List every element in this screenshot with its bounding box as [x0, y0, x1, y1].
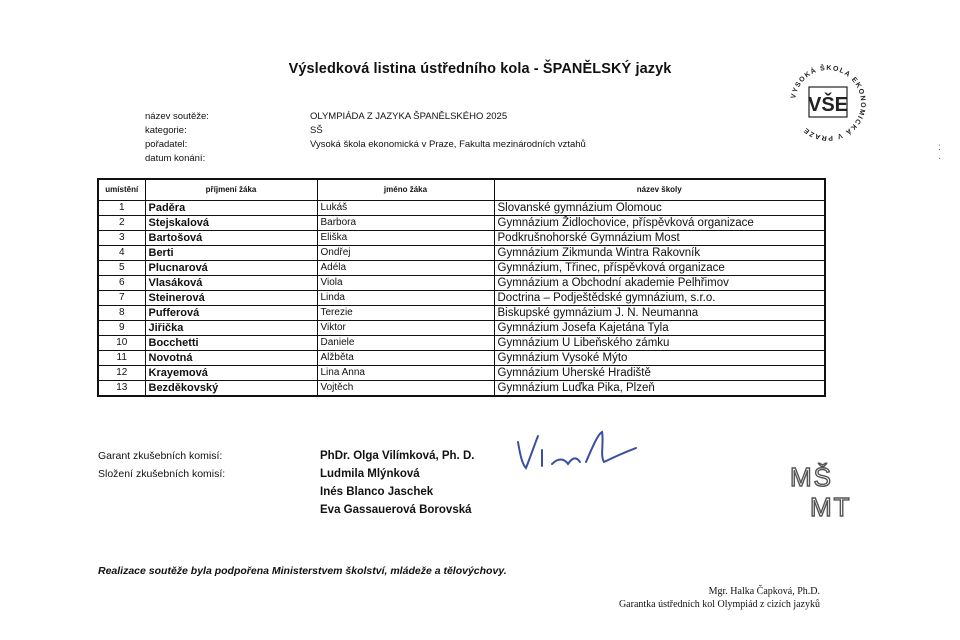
vse-seal-logo [785, 60, 871, 146]
svg-text:VŠE: VŠE [807, 94, 849, 116]
first-name-cell: Ondřej [317, 246, 494, 261]
table-row [98, 261, 825, 276]
committee-member: Inés Blanco Jaschek [320, 486, 434, 498]
surname-cell: Stejskalová [145, 216, 317, 231]
first-name-cell: Linda [317, 291, 494, 306]
first-name-cell: Lukáš [317, 201, 494, 216]
svg-text:VYSOKÁ ŠKOLA EKONOMICKÁ V PRAZ: VYSOKÁ ŠKOLA EKONOMICKÁ V PRAZE [790, 64, 867, 142]
school-cell: Gymnázium a Obchodní akademie Pelhřimov [494, 276, 825, 291]
guarantor-name: PhDr. Olga Vilímková, Ph. D. [320, 450, 475, 462]
surname-cell: Bocchetti [145, 336, 317, 351]
rank-cell: 11 [98, 351, 145, 366]
surname-cell: Krayemová [145, 366, 317, 381]
surname-cell: Novotná [145, 351, 317, 366]
table-row [98, 246, 825, 261]
table-row [98, 336, 825, 351]
school-cell: Gymnázium Židlochovice, příspěvková organizace [494, 216, 825, 231]
rank-cell: 12 [98, 366, 145, 381]
rank-cell: 7 [98, 291, 145, 306]
guarantor-label: Garant zkušebních komisí: [98, 450, 223, 462]
surname-cell: Berti [145, 246, 317, 261]
first-name-cell: Eliška [317, 231, 494, 246]
school-cell: Gymnázium Vysoké Mýto [494, 351, 825, 366]
composition-label: Složení zkušebních komisí: [98, 468, 226, 480]
school-cell: Gymnázium Luďka Pika, Plzeň [494, 381, 825, 397]
table-row [98, 321, 825, 336]
rank-cell: 1 [98, 201, 145, 216]
school-cell: Slovanské gymnázium Olomouc [494, 201, 825, 216]
surname-cell: Plucnarová [145, 261, 317, 276]
surname-cell: Paděra [145, 201, 317, 216]
rank-cell: 3 [98, 231, 145, 246]
surname-cell: Pufferová [145, 306, 317, 321]
rank-cell: 13 [98, 381, 145, 397]
school-cell: Gymnázium U Libeňského zámku [494, 336, 825, 351]
committee-member: Ludmila Mlýnková [320, 468, 420, 480]
school-cell: Gymnázium Uherské Hradiště [494, 366, 825, 381]
meta-value-competition: OLYMPIÁDA Z JAZYKA ŠPANĚLSKÉHO 2025 [310, 111, 508, 122]
meta-label-organizer: pořadatel: [145, 139, 188, 150]
rank-cell: 10 [98, 336, 145, 351]
meta-label-competition: název soutěže: [145, 111, 209, 122]
rank-cell: 8 [98, 306, 145, 321]
table-row [98, 201, 825, 216]
table-row [98, 276, 825, 291]
header-school: název školy [494, 179, 825, 201]
surname-cell: Bartošová [145, 231, 317, 246]
table-header-row [98, 179, 825, 201]
school-cell: Gymnázium Zikmunda Wintra Rakovník [494, 246, 825, 261]
signatory-name: Mgr. Halka Čapková, Ph.D. [708, 586, 820, 597]
meta-value-category: SŠ [310, 125, 323, 136]
first-name-cell: Lina Anna [317, 366, 494, 381]
support-note: Realizace soutěže byla podpořena Ministerstvem školství, mládeže a tělovýchovy. [98, 565, 507, 577]
first-name-cell: Viola [317, 276, 494, 291]
table-row [98, 306, 825, 321]
meta-label-category: kategorie: [145, 125, 187, 136]
page-title: Výsledková listina ústředního kola - ŠPANĚLSKÝ jazyk [288, 61, 672, 77]
table-row [98, 216, 825, 231]
first-name-cell: Terezie [317, 306, 494, 321]
surname-cell: Vlasáková [145, 276, 317, 291]
table-row [98, 351, 825, 366]
surname-cell: Jiřička [145, 321, 317, 336]
header-first-name: jméno žáka [317, 179, 494, 201]
table-row [98, 381, 825, 397]
surname-cell: Steinerová [145, 291, 317, 306]
first-name-cell: Daniele [317, 336, 494, 351]
first-name-cell: Barbora [317, 216, 494, 231]
meta-value-organizer: Vysoká škola ekonomická v Praze, Fakulta mezinárodních vztahů [310, 139, 586, 150]
msmt-logo [788, 458, 878, 518]
rank-cell: 9 [98, 321, 145, 336]
school-cell: Biskupské gymnázium J. N. Neumanna [494, 306, 825, 321]
signatory-role: Garantka ústředních kol Olympiád z cizích jazyků [618, 599, 820, 610]
school-cell: Gymnázium, Třinec, příspěvková organizace [494, 261, 825, 276]
header-surname: příjmení žáka [145, 179, 317, 201]
surname-cell: Bezděkovský [145, 381, 317, 397]
handwritten-signature [512, 428, 642, 478]
first-name-cell: Adéla [317, 261, 494, 276]
school-cell: Gymnázium Josefa Kajetána Tyla [494, 321, 825, 336]
rank-cell: 4 [98, 246, 145, 261]
rank-cell: 6 [98, 276, 145, 291]
header-rank: umístění [98, 179, 145, 201]
table-row [98, 291, 825, 306]
school-cell: Podkrušnohorské Gymnázium Most [494, 231, 825, 246]
table-row [98, 366, 825, 381]
committee-member: Eva Gassauerová Borovská [320, 504, 472, 516]
rank-cell: 5 [98, 261, 145, 276]
first-name-cell: Vojtěch [317, 381, 494, 397]
svg-text:MŠ: MŠ [790, 462, 833, 492]
scan-edge-marks: : · [938, 142, 942, 164]
svg-text:MT: MT [810, 492, 852, 518]
school-cell: Doctrina – Podještědské gymnázium, s.r.o. [494, 291, 825, 306]
meta-label-date: datum konání: [145, 153, 206, 164]
table-row [98, 231, 825, 246]
results-table [97, 178, 826, 397]
first-name-cell: Viktor [317, 321, 494, 336]
rank-cell: 2 [98, 216, 145, 231]
first-name-cell: Alžběta [317, 351, 494, 366]
